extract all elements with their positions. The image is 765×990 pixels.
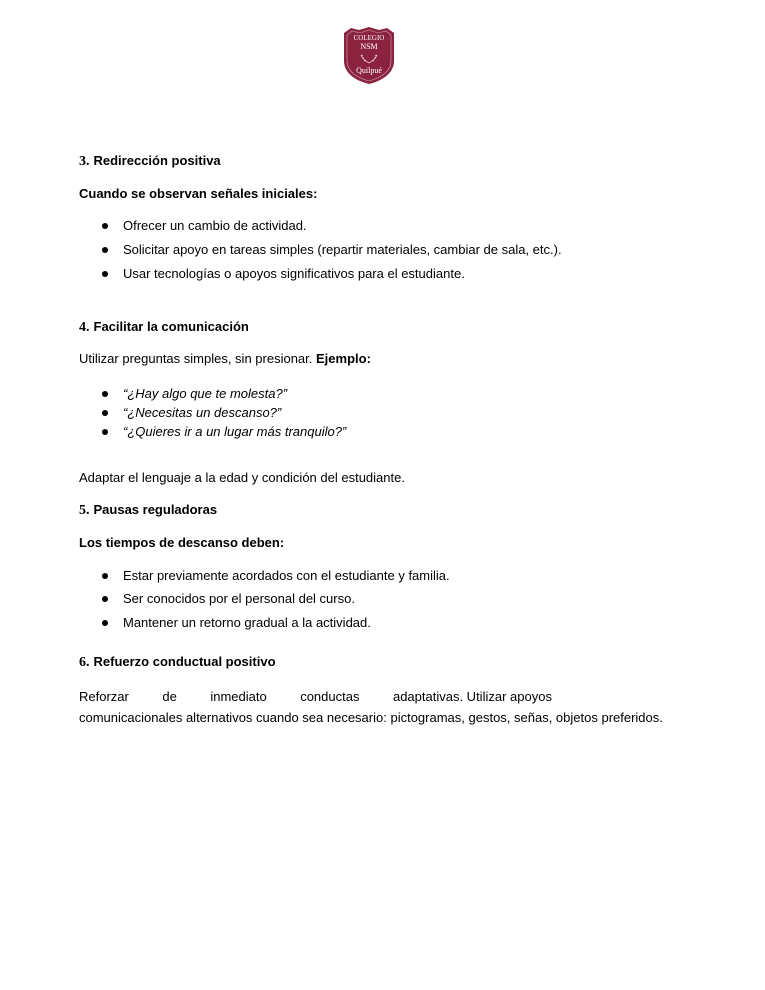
paragraph-word: inmediato bbox=[210, 689, 267, 704]
list-item: “¿Necesitas un descanso?” bbox=[79, 405, 281, 420]
section-5-heading bbox=[79, 502, 217, 519]
intro-bold: Ejemplo: bbox=[316, 351, 371, 366]
list-item: Ser conocidos por el personal del curso. bbox=[79, 591, 355, 606]
list-item: Solicitar apoyo en tareas simples (repartir materiales, cambiar de sala, etc.). bbox=[79, 242, 562, 257]
list-item: Usar tecnologías o apoyos significativos para el estudiante. bbox=[79, 266, 465, 281]
logo-line1: COLEGIO bbox=[353, 34, 385, 42]
list-item: “¿Quieres ir a un lugar más tranquilo?” bbox=[79, 424, 346, 439]
school-crest-logo bbox=[341, 25, 397, 85]
section-number: 5. bbox=[79, 503, 90, 518]
list-item: Mantener un retorno gradual a la actividad. bbox=[79, 615, 371, 630]
paragraph-word: Reforzar bbox=[79, 689, 129, 704]
paragraph-word: conductas bbox=[300, 689, 360, 704]
section-title: Facilitar la comunicación bbox=[93, 319, 249, 334]
section-title: Pausas reguladoras bbox=[93, 502, 218, 517]
section-title: Refuerzo conductual positivo bbox=[93, 654, 276, 669]
logo-line3: Quilpué bbox=[356, 66, 382, 75]
section-number: 4. bbox=[79, 320, 90, 335]
list-item: Ofrecer un cambio de actividad. bbox=[79, 218, 307, 233]
intro-text: Utilizar preguntas simples, sin presionar. bbox=[79, 351, 313, 366]
section-4-note: Adaptar el lenguaje a la edad y condición del estudiante. bbox=[79, 470, 405, 485]
section-3-subtitle: Cuando se observan señales iniciales: bbox=[79, 186, 318, 201]
section-6-heading bbox=[79, 654, 276, 671]
section-title: Redirección positiva bbox=[93, 153, 221, 168]
section-6-paragraph-line1 bbox=[79, 689, 552, 704]
logo-line2: NSM bbox=[360, 42, 378, 51]
paragraph-word: adaptativas. Utilizar apoyos bbox=[392, 689, 552, 704]
paragraph-word: de bbox=[162, 689, 177, 704]
section-4-heading bbox=[79, 319, 249, 336]
section-6-paragraph-line2: comunicacionales alternativos cuando sea necesario: pictogramas, gestos, señas, objetos preferidos. bbox=[79, 710, 663, 725]
list-item: Estar previamente acordados con el estudiante y familia. bbox=[79, 568, 450, 583]
section-number: 3. bbox=[79, 154, 90, 169]
section-4-intro bbox=[79, 351, 371, 366]
section-3-heading bbox=[79, 153, 221, 170]
list-item: “¿Hay algo que te molesta?” bbox=[79, 386, 287, 401]
section-5-subtitle: Los tiempos de descanso deben: bbox=[79, 535, 285, 550]
section-number: 6. bbox=[79, 655, 90, 670]
